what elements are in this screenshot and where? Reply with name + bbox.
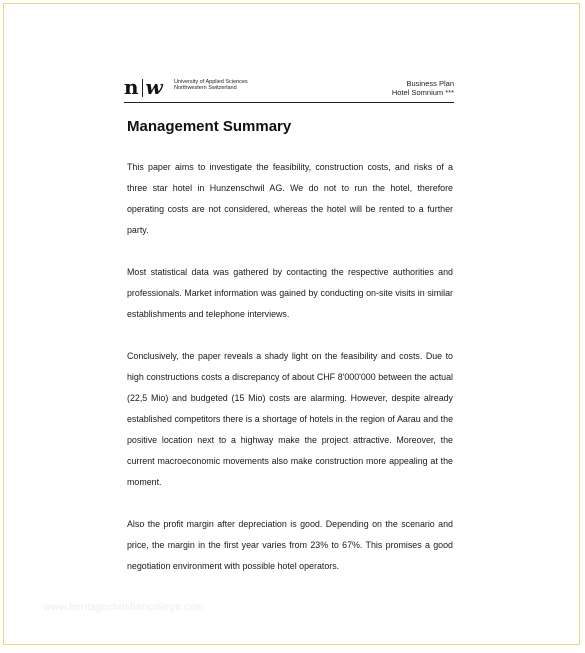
paragraph-4: Also the profit margin after depreciation is good. Depending on the scenario and price, the margin in the first year varies from 23% to 67%. This promises a good negotiation environment with possible hotel operators. [127,519,453,571]
fhnw-logo [124,75,163,99]
paragraph-3: Conclusively, the paper reveals a shady light on the feasibility and costs. Due to high constructions costs a discrepancy of about CHF 8'000'000 between the actual (22,5 Mio) and budgeted (15 Mio) costs are alarming. However, despite already established competitors there is a shortage of hotels in the region of Aarau and the positive location next to a highway make the project attractive. Moreover, the current macroeconomic movements also make construction more appealing at the moment. [127,351,453,487]
logo-n: n [124,75,139,99]
logo-w: w [145,75,163,99]
document-type: Business Plan [406,79,454,88]
document-info [392,79,454,97]
paragraph-2: Most statistical data was gathered by contacting the respective authorities and professionals. Market information was gained by conducting on-site visits in similar establishments and telephone interviews. [127,267,453,319]
hotel-name: Hotel Somnium *** [391,88,454,97]
document-page [3,3,580,645]
logo-divider [142,79,143,97]
university-line-1: University of Applied Sciences [174,79,248,85]
university-line-2: Northwestern Switzerland [174,85,237,91]
page-title: Management Summary [127,118,292,135]
watermark: www.heritagechristiancollege.com [44,602,205,613]
paragraph-1: This paper aims to investigate the feasibility, construction costs, and risks of a three star hotel in Hunzenschwil AG. We do not to run the hotel, therefore operating costs are not considered, whereas the hotel will be rented to a further party. [127,162,453,235]
page-header [124,70,454,103]
university-name [174,79,248,91]
